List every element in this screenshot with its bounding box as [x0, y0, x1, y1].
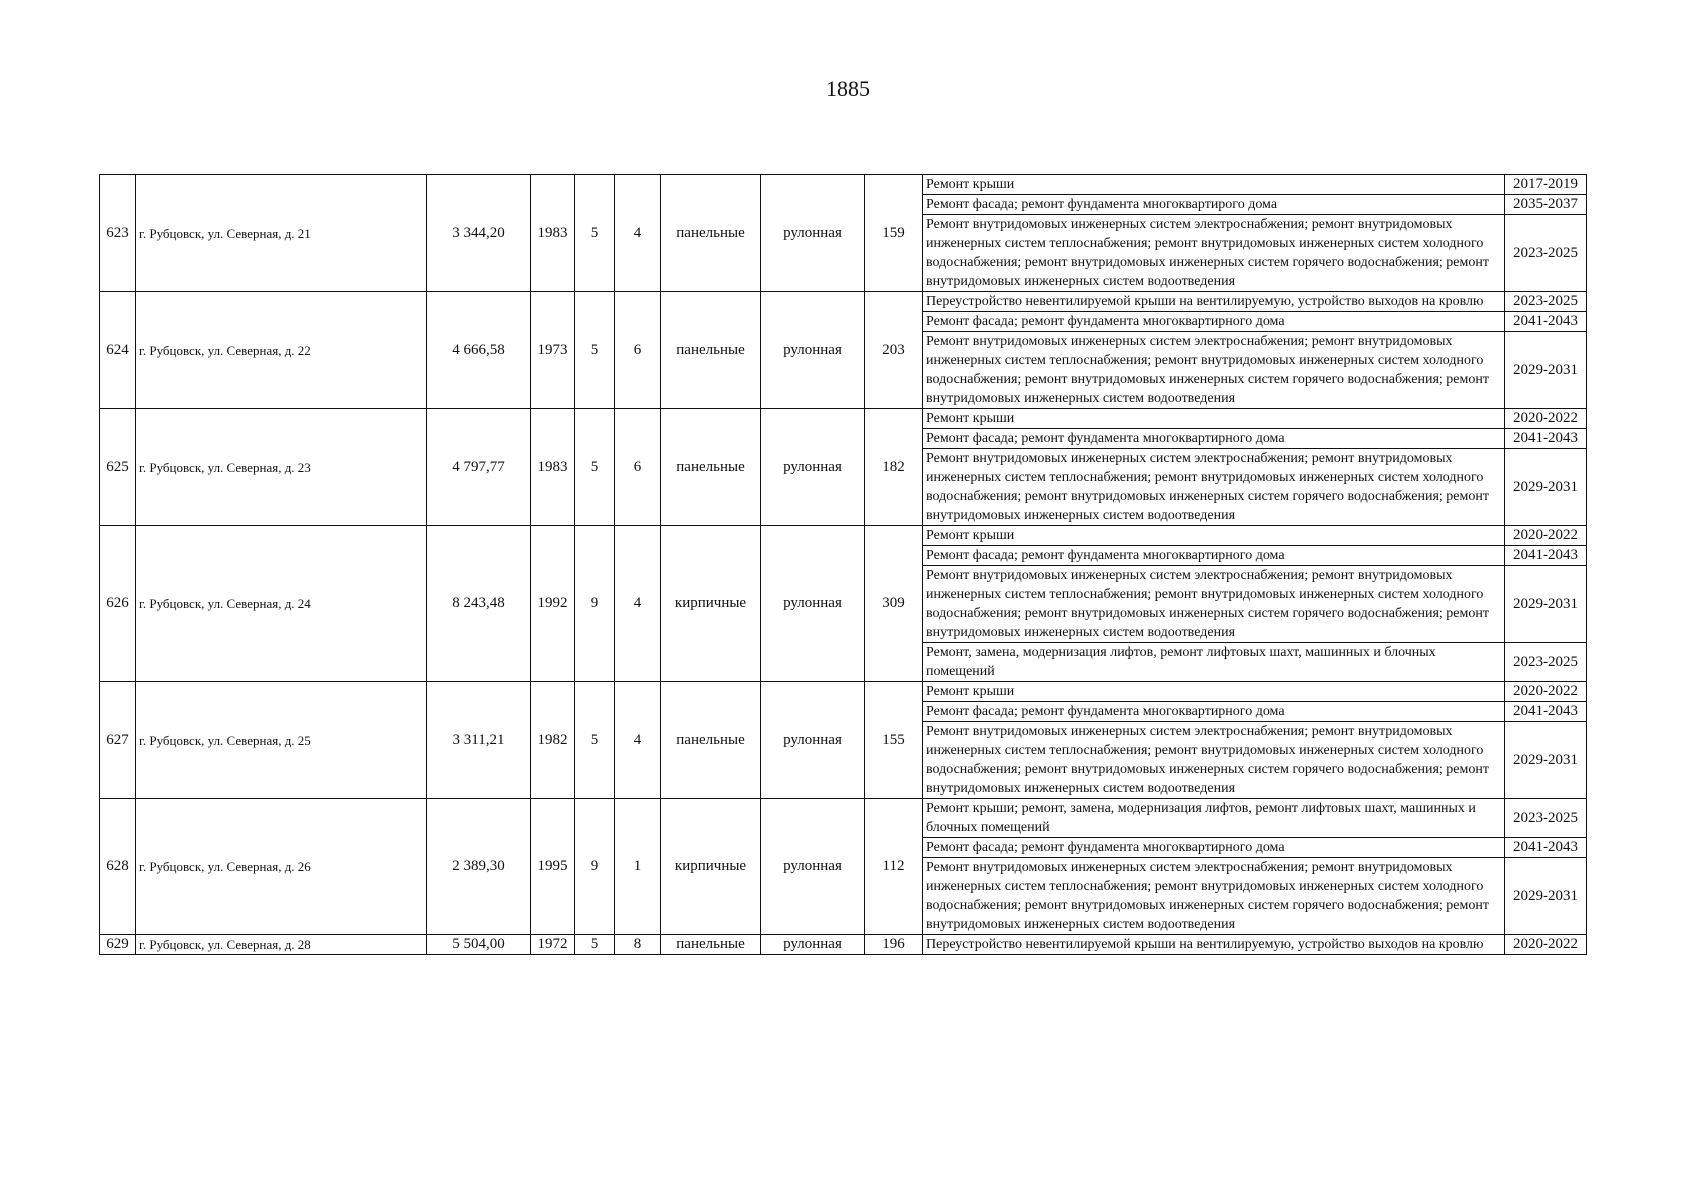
work-description: Ремонт крыши [923, 526, 1505, 546]
work-period: 2041-2043 [1505, 312, 1587, 332]
building-area: 3 344,20 [427, 175, 531, 292]
building-area: 5 504,00 [427, 935, 531, 955]
work-period: 2035-2037 [1505, 195, 1587, 215]
work-period: 2020-2022 [1505, 526, 1587, 546]
resident-count: 112 [865, 799, 923, 935]
building-address: г. Рубцовск, ул. Северная, д. 21 [136, 175, 427, 292]
work-period: 2041-2043 [1505, 546, 1587, 566]
work-description: Ремонт внутридомовых инженерных систем электроснабжения; ремонт внутридомовых инженерных систем теплоснабжения; ремонт внутридомовых инженерных систем холодного водоснабжения; ремонт внутридомовых инженерных систем горячего водоснабжения; ремонт внутридомовых инженерных систем водоотведения [923, 566, 1505, 643]
work-description: Ремонт фасада; ремонт фундамента многоквартирного дома [923, 546, 1505, 566]
building-area: 3 311,21 [427, 682, 531, 799]
capital-repair-table [99, 174, 1587, 955]
wall-material: панельные [661, 175, 761, 292]
floor-count: 5 [575, 175, 615, 292]
construction-year: 1995 [531, 799, 575, 935]
work-description: Ремонт внутридомовых инженерных систем электроснабжения; ремонт внутридомовых инженерных систем теплоснабжения; ремонт внутридомовых инженерных систем холодного водоснабжения; ремонт внутридомовых инженерных систем горячего водоснабжения; ремонт внутридомовых инженерных систем водоотведения [923, 332, 1505, 409]
building-address: г. Рубцовск, ул. Северная, д. 24 [136, 526, 427, 682]
table-row [100, 292, 1587, 312]
wall-material: кирпичные [661, 526, 761, 682]
resident-count: 155 [865, 682, 923, 799]
work-period: 2029-2031 [1505, 858, 1587, 935]
entrance-count: 4 [615, 526, 661, 682]
table-body [100, 175, 1587, 955]
work-period: 2020-2022 [1505, 682, 1587, 702]
building-number: 625 [100, 409, 136, 526]
construction-year: 1983 [531, 409, 575, 526]
wall-material: панельные [661, 409, 761, 526]
table-row [100, 175, 1587, 195]
work-description: Ремонт внутридомовых инженерных систем электроснабжения; ремонт внутридомовых инженерных систем теплоснабжения; ремонт внутридомовых инженерных систем холодного водоснабжения; ремонт внутридомовых инженерных систем горячего водоснабжения; ремонт внутридомовых инженерных систем водоотведения [923, 449, 1505, 526]
building-number: 628 [100, 799, 136, 935]
work-period: 2020-2022 [1505, 935, 1587, 955]
work-period: 2029-2031 [1505, 566, 1587, 643]
floor-count: 5 [575, 682, 615, 799]
work-description: Ремонт внутридомовых инженерных систем электроснабжения; ремонт внутридомовых инженерных систем теплоснабжения; ремонт внутридомовых инженерных систем холодного водоснабжения; ремонт внутридомовых инженерных систем горячего водоснабжения; ремонт внутридомовых инженерных систем водоотведения [923, 858, 1505, 935]
construction-year: 1982 [531, 682, 575, 799]
table-row [100, 682, 1587, 702]
work-period: 2041-2043 [1505, 838, 1587, 858]
building-number: 626 [100, 526, 136, 682]
roof-type: рулонная [761, 526, 865, 682]
roof-type: рулонная [761, 292, 865, 409]
work-description: Ремонт фасада; ремонт фундамента многоквартирного дома [923, 429, 1505, 449]
work-period: 2041-2043 [1505, 702, 1587, 722]
building-address: г. Рубцовск, ул. Северная, д. 26 [136, 799, 427, 935]
roof-type: рулонная [761, 175, 865, 292]
roof-type: рулонная [761, 799, 865, 935]
building-number: 624 [100, 292, 136, 409]
work-description: Переустройство невентилируемой крыши на вентилируемую, устройство выходов на кровлю [923, 292, 1505, 312]
building-number: 627 [100, 682, 136, 799]
work-period: 2017-2019 [1505, 175, 1587, 195]
table-row [100, 935, 1587, 955]
work-period: 2029-2031 [1505, 449, 1587, 526]
wall-material: кирпичные [661, 799, 761, 935]
building-area: 8 243,48 [427, 526, 531, 682]
entrance-count: 6 [615, 292, 661, 409]
work-period: 2029-2031 [1505, 332, 1587, 409]
work-description: Ремонт фасада; ремонт фундамента многоквартирного дома [923, 838, 1505, 858]
building-area: 4 797,77 [427, 409, 531, 526]
wall-material: панельные [661, 682, 761, 799]
construction-year: 1992 [531, 526, 575, 682]
page-number: 1885 [826, 76, 870, 101]
building-number: 629 [100, 935, 136, 955]
work-period: 2029-2031 [1505, 722, 1587, 799]
work-period: 2023-2025 [1505, 643, 1587, 682]
floor-count: 9 [575, 799, 615, 935]
work-period: 2023-2025 [1505, 799, 1587, 838]
resident-count: 159 [865, 175, 923, 292]
construction-year: 1972 [531, 935, 575, 955]
entrance-count: 1 [615, 799, 661, 935]
construction-year: 1973 [531, 292, 575, 409]
resident-count: 182 [865, 409, 923, 526]
work-description: Ремонт крыши [923, 682, 1505, 702]
work-description: Ремонт крыши; ремонт, замена, модернизация лифтов, ремонт лифтовых шахт, машинных и блочных помещений [923, 799, 1505, 838]
building-address: г. Рубцовск, ул. Северная, д. 22 [136, 292, 427, 409]
building-area: 4 666,58 [427, 292, 531, 409]
floor-count: 5 [575, 935, 615, 955]
floor-count: 5 [575, 409, 615, 526]
building-number: 623 [100, 175, 136, 292]
construction-year: 1983 [531, 175, 575, 292]
work-period: 2020-2022 [1505, 409, 1587, 429]
work-description: Ремонт внутридомовых инженерных систем электроснабжения; ремонт внутридомовых инженерных систем теплоснабжения; ремонт внутридомовых инженерных систем холодного водоснабжения; ремонт внутридомовых инженерных систем горячего водоснабжения; ремонт внутридомовых инженерных систем водоотведения [923, 722, 1505, 799]
floor-count: 9 [575, 526, 615, 682]
table-row [100, 409, 1587, 429]
work-description: Ремонт крыши [923, 409, 1505, 429]
work-description: Ремонт внутридомовых инженерных систем электроснабжения; ремонт внутридомовых инженерных систем теплоснабжения; ремонт внутридомовых инженерных систем холодного водоснабжения; ремонт внутридомовых инженерных систем горячего водоснабжения; ремонт внутридомовых инженерных систем водоотведения [923, 215, 1505, 292]
entrance-count: 4 [615, 682, 661, 799]
work-description: Ремонт, замена, модернизация лифтов, ремонт лифтовых шахт, машинных и блочных помещений [923, 643, 1505, 682]
floor-count: 5 [575, 292, 615, 409]
entrance-count: 8 [615, 935, 661, 955]
work-description: Ремонт фасада; ремонт фундамента многоквартирного дома [923, 702, 1505, 722]
wall-material: панельные [661, 935, 761, 955]
building-address: г. Рубцовск, ул. Северная, д. 28 [136, 935, 427, 955]
building-address: г. Рубцовск, ул. Северная, д. 23 [136, 409, 427, 526]
work-description: Переустройство невентилируемой крыши на вентилируемую, устройство выходов на кровлю [923, 935, 1505, 955]
work-period: 2041-2043 [1505, 429, 1587, 449]
table-row [100, 526, 1587, 546]
work-period: 2023-2025 [1505, 215, 1587, 292]
work-description: Ремонт крыши [923, 175, 1505, 195]
resident-count: 196 [865, 935, 923, 955]
work-description: Ремонт фасада; ремонт фундамента многоквартирного дома [923, 312, 1505, 332]
building-area: 2 389,30 [427, 799, 531, 935]
wall-material: панельные [661, 292, 761, 409]
roof-type: рулонная [761, 935, 865, 955]
building-address: г. Рубцовск, ул. Северная, д. 25 [136, 682, 427, 799]
work-period: 2023-2025 [1505, 292, 1587, 312]
entrance-count: 4 [615, 175, 661, 292]
resident-count: 309 [865, 526, 923, 682]
work-description: Ремонт фасада; ремонт фундамента многоквартирого дома [923, 195, 1505, 215]
table-row [100, 799, 1587, 838]
roof-type: рулонная [761, 409, 865, 526]
entrance-count: 6 [615, 409, 661, 526]
resident-count: 203 [865, 292, 923, 409]
roof-type: рулонная [761, 682, 865, 799]
